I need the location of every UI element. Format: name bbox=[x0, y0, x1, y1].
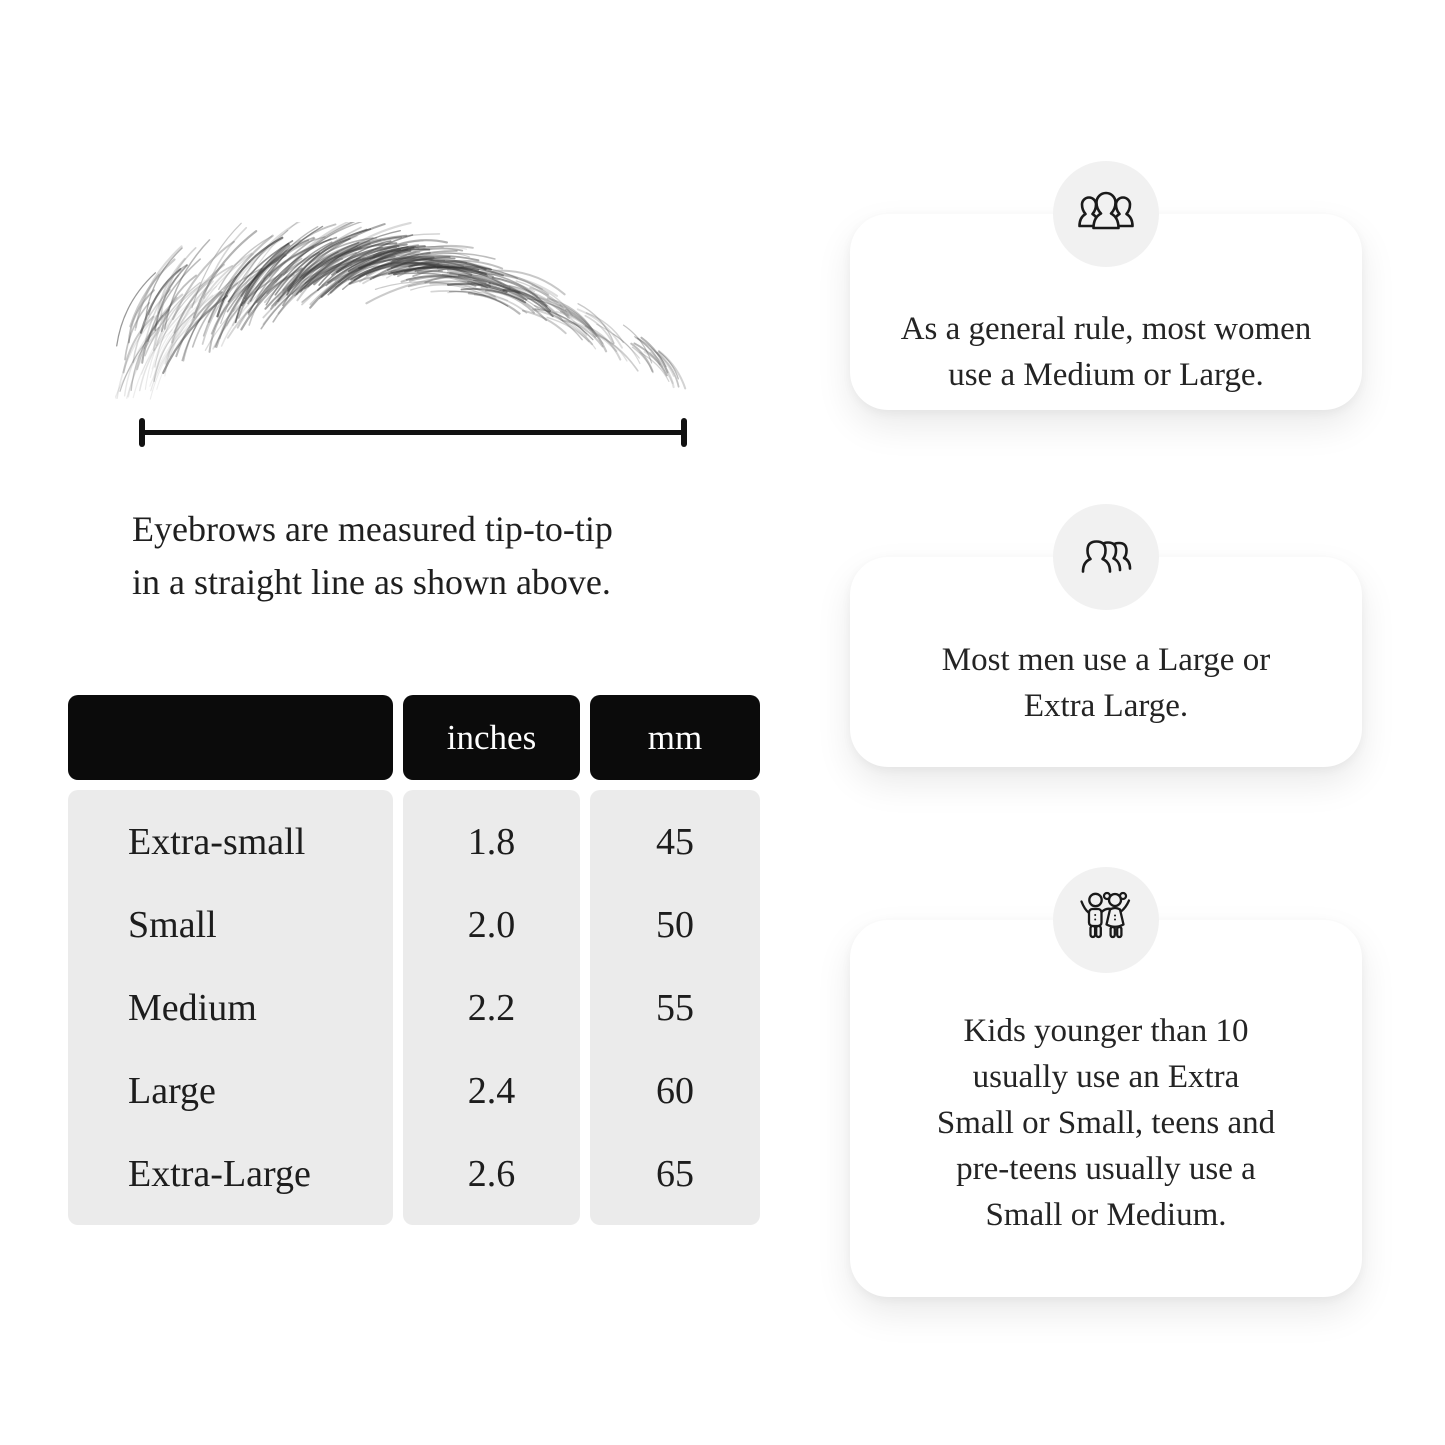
women-info-card bbox=[850, 214, 1362, 410]
card-text-line: pre-teens usually use a bbox=[956, 1150, 1256, 1187]
mm-cell: 60 bbox=[656, 1069, 694, 1112]
caption-line: in a straight line as shown above. bbox=[132, 562, 611, 602]
icon-circle bbox=[1053, 161, 1159, 267]
size-cell: Extra-small bbox=[128, 820, 306, 863]
measurement-ruler-line bbox=[142, 430, 686, 435]
inches-cell: 1.8 bbox=[467, 820, 516, 863]
size-cell: Extra-Large bbox=[128, 1152, 311, 1195]
kids-icon bbox=[1074, 888, 1138, 952]
size-cell: Medium bbox=[128, 986, 257, 1029]
eyebrow-illustration bbox=[115, 222, 695, 400]
measurement-caption bbox=[132, 503, 613, 609]
inches-column bbox=[403, 790, 580, 1225]
mm-cell: 55 bbox=[656, 986, 694, 1029]
card-text-line: Most men use a Large or bbox=[941, 642, 1271, 678]
size-column bbox=[68, 790, 393, 1225]
inches-cell: 2.0 bbox=[467, 903, 516, 946]
women-group-icon bbox=[1074, 182, 1138, 246]
size-table-header bbox=[68, 695, 760, 780]
header-size-cell bbox=[68, 695, 393, 780]
card-text bbox=[901, 306, 1312, 398]
mm-cell: 50 bbox=[656, 903, 694, 946]
size-cell: Large bbox=[128, 1069, 216, 1112]
card-text bbox=[942, 637, 1270, 729]
kids-info-card bbox=[850, 920, 1362, 1297]
ruler-right-cap bbox=[681, 418, 687, 447]
caption-line: Eyebrows are measured tip-to-tip bbox=[132, 509, 613, 549]
mm-cell: 45 bbox=[656, 820, 694, 863]
men-group-icon bbox=[1074, 525, 1138, 589]
card-text-line: use a Medium or Large. bbox=[948, 357, 1264, 393]
size-table bbox=[68, 695, 760, 1225]
card-text-line: usually use an Extra bbox=[972, 1058, 1240, 1095]
inches-cell: 2.4 bbox=[467, 1069, 516, 1112]
mm-column bbox=[590, 790, 760, 1225]
icon-circle bbox=[1053, 867, 1159, 973]
card-text-line: Small or Small, teens and bbox=[936, 1104, 1276, 1141]
card-text-line: Small or Medium. bbox=[985, 1196, 1227, 1233]
mm-cell: 65 bbox=[656, 1152, 694, 1195]
header-inches-cell: inches bbox=[403, 695, 580, 780]
card-text-line: As a general rule, most women bbox=[900, 311, 1312, 347]
card-text-line: Extra Large. bbox=[1023, 688, 1189, 724]
inches-cell: 2.2 bbox=[467, 986, 516, 1029]
icon-circle bbox=[1053, 504, 1159, 610]
size-cell: Small bbox=[128, 903, 217, 946]
card-text bbox=[937, 1008, 1275, 1238]
header-mm-cell: mm bbox=[590, 695, 760, 780]
inches-cell: 2.6 bbox=[467, 1152, 516, 1195]
ruler-left-cap bbox=[139, 418, 145, 447]
size-table-body bbox=[68, 790, 760, 1225]
men-info-card bbox=[850, 557, 1362, 767]
card-text-line: Kids younger than 10 bbox=[963, 1012, 1249, 1049]
